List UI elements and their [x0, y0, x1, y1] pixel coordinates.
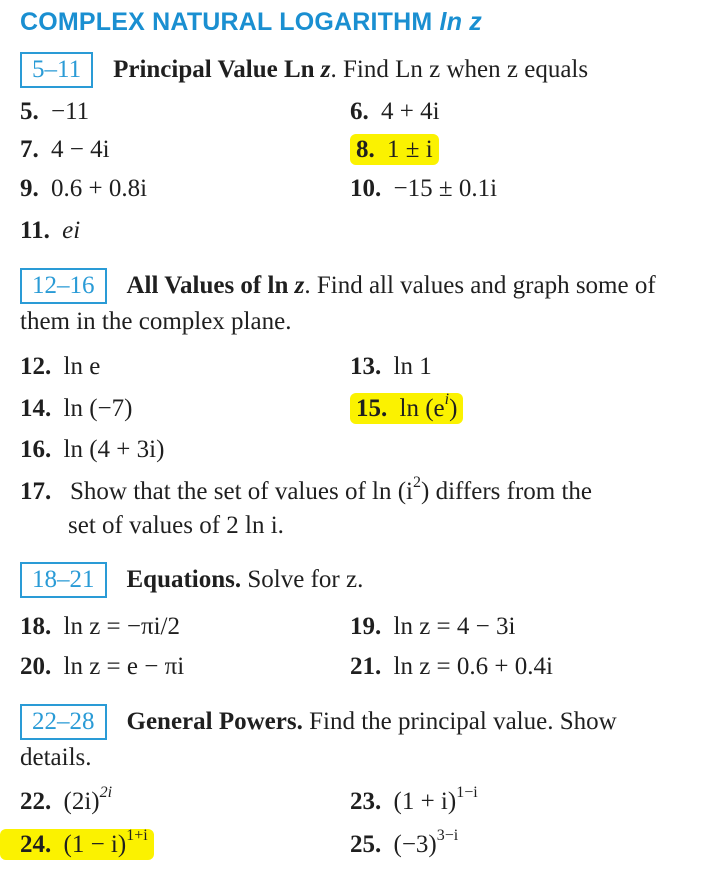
problem-20: 20. ln z = e − πi [20, 653, 185, 680]
problem-15 [350, 392, 463, 426]
section-heading: Equations. [126, 566, 242, 593]
problem-14: 14. ln (−7) [20, 395, 133, 422]
problem-7: 7. 4 − 4i [20, 136, 110, 163]
section-range-badge: 18–21 [20, 562, 107, 598]
title-var: ln z [439, 8, 483, 36]
section-range-badge: 12–16 [20, 268, 107, 304]
problem-6: 6. 4 + 4i [350, 98, 440, 125]
problem-10: 10. −15 ± 0.1i [350, 175, 498, 202]
highlight-marker: 8. 1 ± i [350, 134, 439, 165]
problem-9: 9. 0.6 + 0.8i [20, 175, 148, 202]
problem-row [20, 433, 700, 467]
problem-22: 22. $(2i)^{2i}$ [20, 784, 113, 815]
problem-row [20, 785, 700, 819]
problem-18: 18. ln z = −πi/2 [20, 613, 181, 640]
problem-8 [350, 133, 439, 167]
problem-row [20, 350, 700, 384]
problem-row [20, 650, 700, 684]
problem-row [20, 133, 700, 167]
problem-13: 13. ln 1 [350, 353, 432, 380]
problem-24 [0, 828, 154, 862]
title-text: COMPLEX NATURAL LOGARITHM [20, 8, 433, 36]
problem-row [20, 610, 700, 644]
section-principal-value [20, 52, 692, 88]
problem-12: 12. ln e [20, 353, 101, 380]
problem-21: 21. ln z = 0.6 + 0.4i [350, 653, 553, 680]
problem-row [20, 392, 700, 426]
section-heading: Principal Value Ln z [113, 56, 331, 83]
section-general-powers [20, 704, 692, 776]
problem-row [20, 172, 700, 206]
problem-17: 17. Show that the set of values of $\ln (i^2)$ differs from the set of values of 2 ln i. [20, 474, 593, 539]
section-instructions: . Find all values and graph some of them in the complex plane. [20, 272, 656, 335]
problem-25: 25. $(-3)^{3-i}$ [350, 827, 459, 858]
section-heading: General Powers. [126, 708, 303, 735]
problem-19: 19. ln z = 4 − 3i [350, 613, 516, 640]
problem-row [20, 828, 700, 862]
problem-5: 5. −11 [20, 98, 90, 125]
problem-row [20, 95, 700, 129]
section-all-values [20, 268, 692, 340]
section-equations [20, 562, 692, 598]
problem-11: 11. ei [20, 217, 81, 244]
highlight-marker: 15. $\ln (e^i)$ [350, 393, 463, 424]
section-instructions: Solve for z. [247, 566, 364, 593]
page-title [20, 8, 482, 37]
problem-16: 16. ln (4 + 3i) [20, 436, 165, 463]
section-instructions: Find the principal value. Show details. [20, 708, 617, 771]
problem-23: 23. $(1 + i)^{1-i}$ [350, 784, 478, 815]
section-heading: All Values of ln z [126, 272, 305, 299]
highlight-marker: 24. $(1 - i)^{1+i}$ [0, 829, 154, 860]
section-range-badge: 5–11 [20, 52, 93, 88]
problem-row [20, 214, 700, 248]
section-range-badge: 22–28 [20, 704, 107, 740]
section-instructions: . Find Ln z when z equals [330, 56, 589, 83]
